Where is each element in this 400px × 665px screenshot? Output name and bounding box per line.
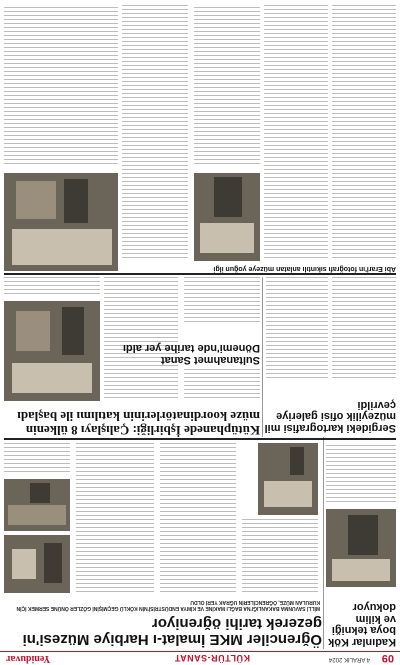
main-headline: Öğrenciler MKE İmalat-ı Harbiye Müzesi'ni gezerek tarihi öğreniyor bbox=[22, 615, 322, 648]
column-rule bbox=[323, 437, 324, 649]
side-article-photo bbox=[326, 509, 396, 587]
column-rule bbox=[262, 277, 263, 437]
text-column bbox=[122, 5, 188, 261]
text-column bbox=[104, 277, 178, 401]
text-column bbox=[160, 443, 236, 595]
article-photo-6 bbox=[194, 173, 260, 261]
section-divider bbox=[4, 273, 396, 275]
text-column bbox=[266, 277, 328, 381]
text-column bbox=[76, 443, 154, 595]
second-headline: Kütüphanede İşbirliği: Çalışlayı 8 ülkenin müze koordinatörlerinin katılımı ile başladı bbox=[17, 409, 260, 438]
page-header bbox=[0, 651, 400, 665]
fourth-headline: Sultanahmet Sanat Dönemi'nde tarihe yer aldı bbox=[122, 342, 260, 366]
article-photo-1 bbox=[4, 535, 70, 593]
text-column bbox=[242, 519, 318, 595]
main-subheadline: MİLLİ SAVUNMA BAKANLIĞI'NA BAĞLI MAKİNE VE KİMYA ENDÜSTRİSİ'NİN KÖKLÜ GEÇMİŞİNİ GÖZLER ÖNÜNE SERMEK İÇİN KURULAN MÜZE, ÖĞRENCİLERİN UĞRAK YERİ OLDU bbox=[16, 599, 320, 611]
article-photo-4 bbox=[4, 301, 100, 401]
side-headline: Kadınlar Kök boya tekniği ve kilim dokuyor bbox=[328, 601, 396, 648]
page-number: 09 bbox=[381, 652, 394, 664]
section-name: KÜLTÜR-SANAT bbox=[174, 653, 250, 663]
text-column bbox=[326, 443, 396, 505]
article-photo-3 bbox=[258, 443, 318, 515]
issue-date: 4 ARALIK 2024 bbox=[328, 656, 370, 662]
text-column bbox=[4, 277, 100, 297]
text-column bbox=[194, 5, 260, 167]
third-headline: Sergideki kartografisi mil müzeyilik ofisi galeriye çevrildi bbox=[264, 398, 396, 434]
newspaper-logo: Yeniduvar bbox=[6, 653, 51, 664]
text-column bbox=[184, 277, 260, 325]
section-divider bbox=[4, 438, 396, 440]
article-photo-5 bbox=[4, 173, 118, 271]
text-column bbox=[184, 369, 260, 401]
text-column bbox=[332, 5, 396, 261]
article-photo-2 bbox=[4, 479, 70, 531]
text-column bbox=[4, 443, 70, 475]
text-column bbox=[332, 277, 396, 381]
text-column bbox=[264, 5, 328, 261]
fifth-headline: Abi Erarl'ın fotoğrafı sıkıntılı anlatan müzeye yoğun ilgi bbox=[213, 265, 396, 272]
text-column bbox=[4, 5, 118, 167]
